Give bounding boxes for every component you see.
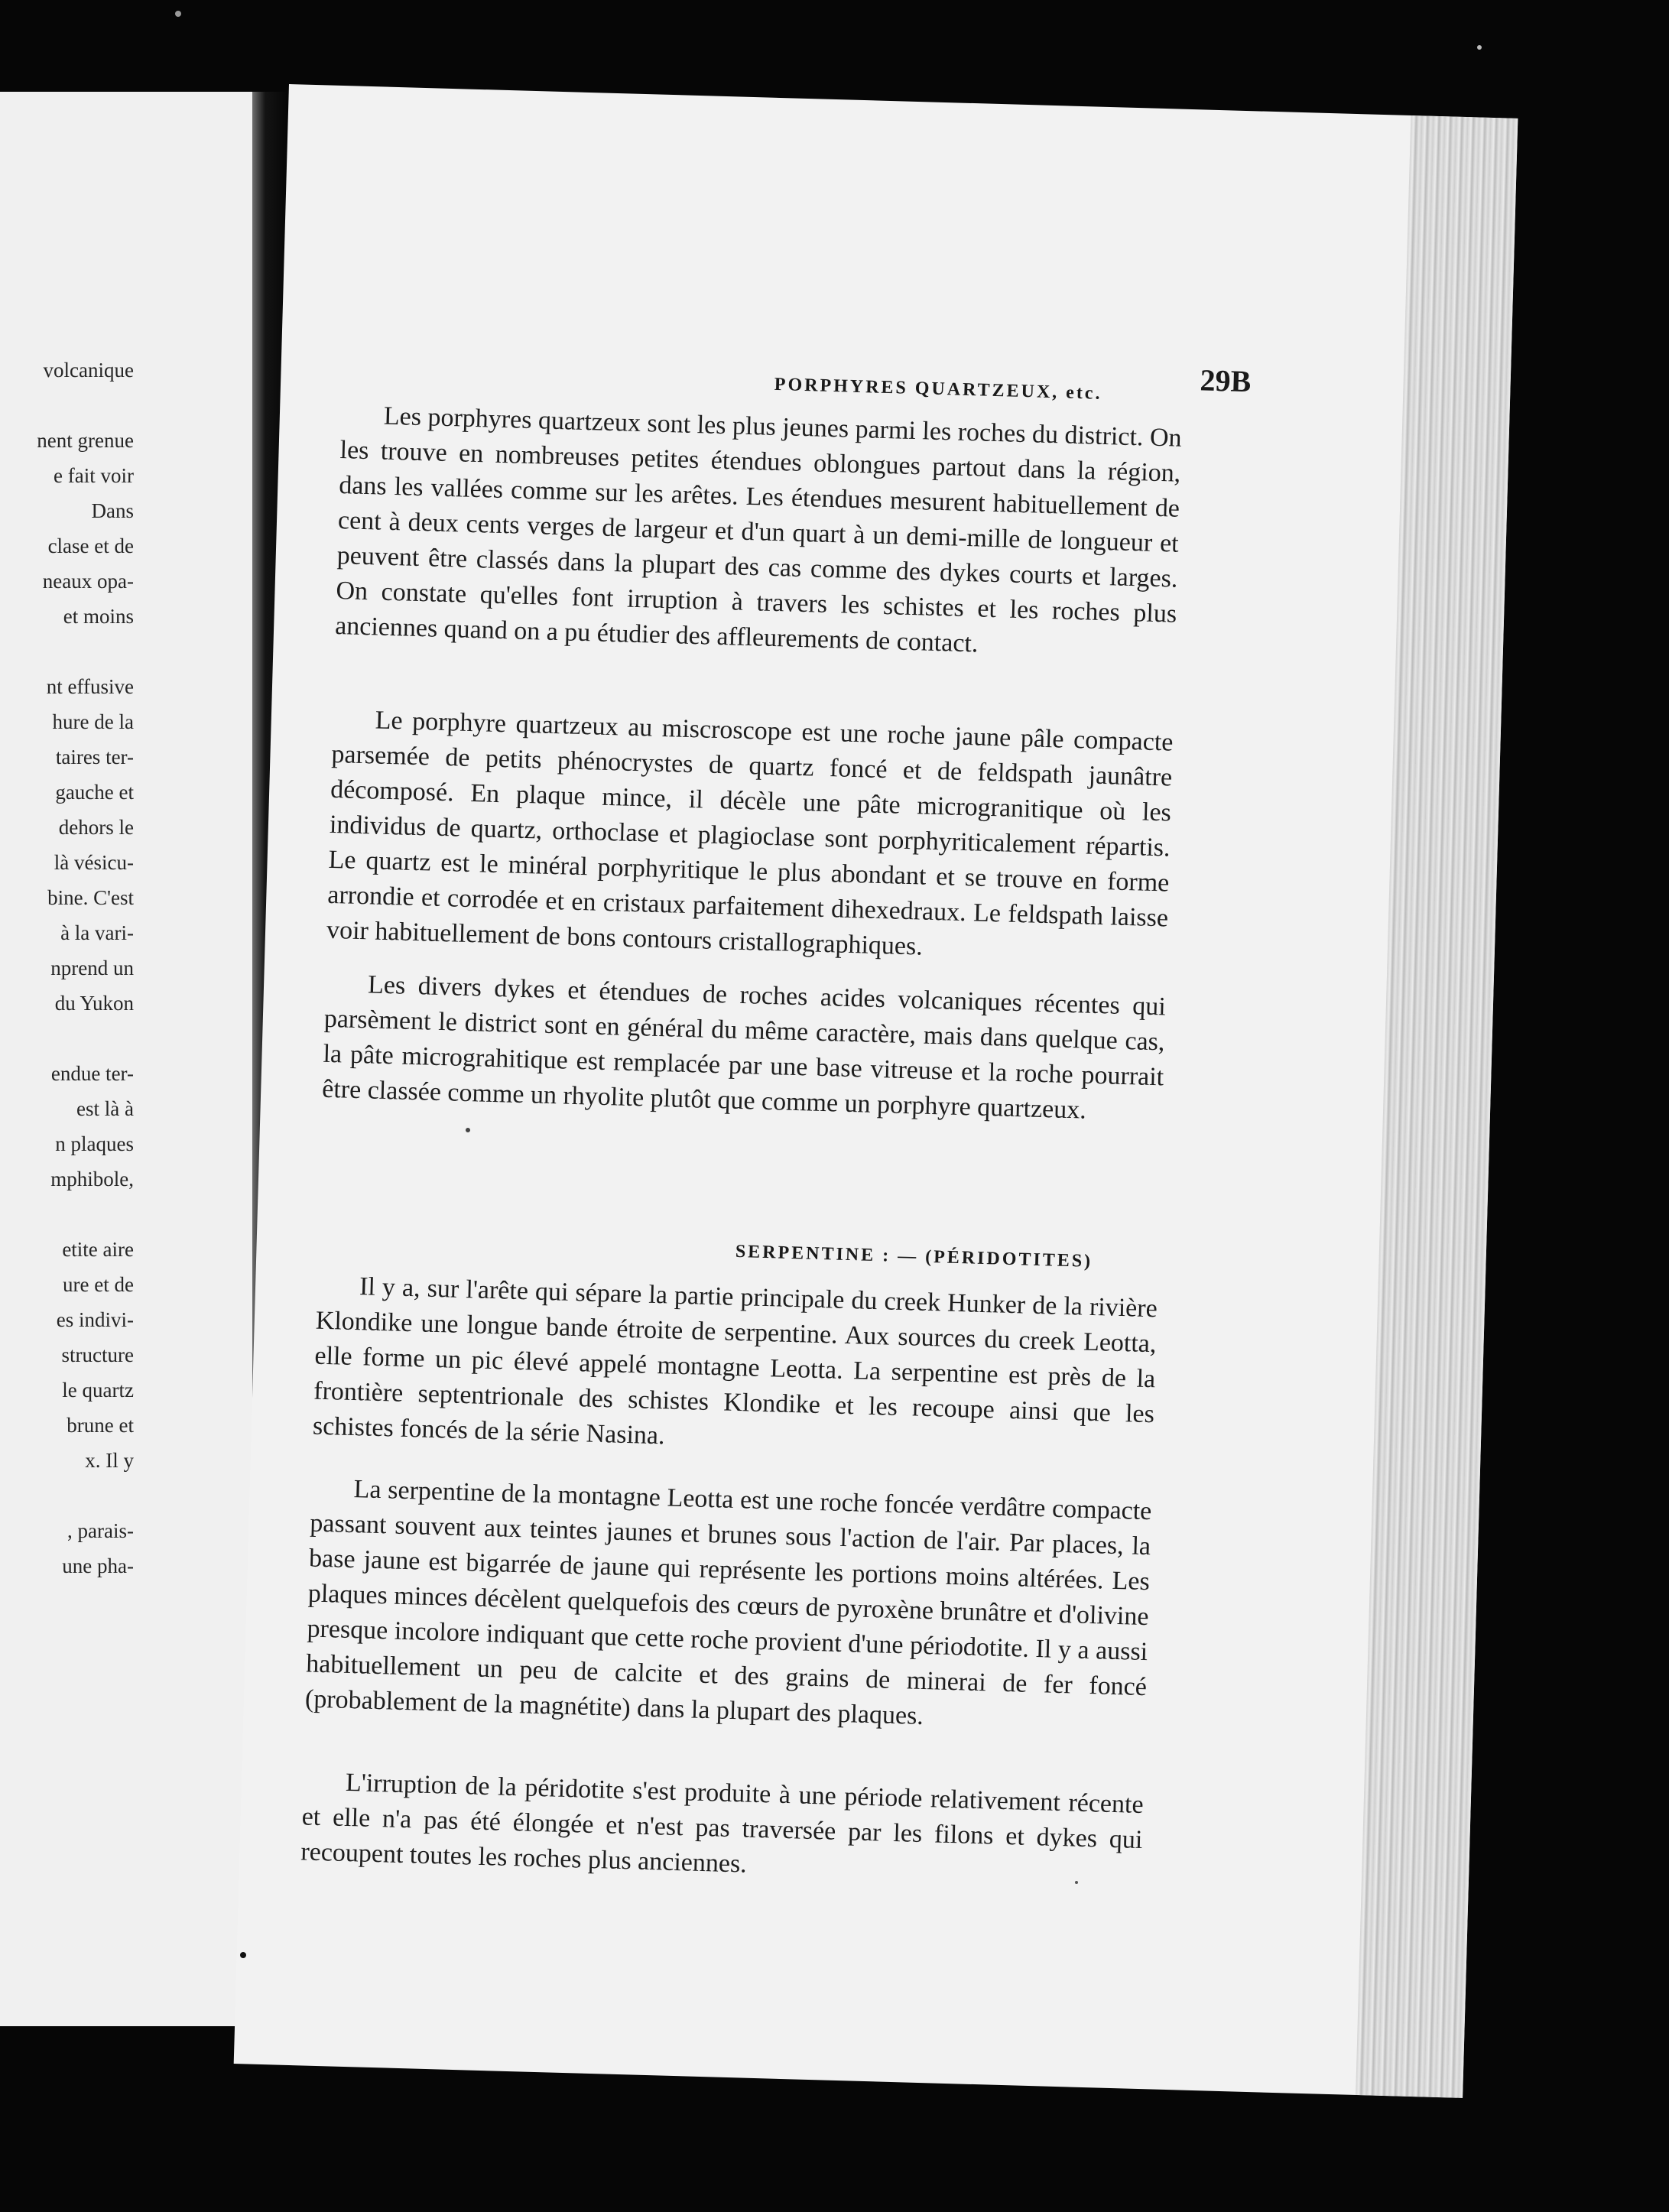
- paragraph-porphyres-intro: Les porphyres quartzeux sont les plus jeunes parmi les roches du district. On les trouve en nombreuses petites étendues oblongues partout dans la région, dans les vallées comme sur les arêtes. Les étendues mesurent habituellement de cent à deux cents verges de largeur et d'un quart à un demi-mille de longueur et peuvent être classés dans la plupart des cas comme des dykes courts et larges. On constate qu'elles font irruption à travers les schistes et les roches plus anciennes quand on a pu étudier des affleurements de contact.: [334, 401, 1183, 658]
- paragraph-peridotite-irruption: L'irruption de la péridotite s'est produite à une période relativement récente et elle n'a pas été élongée et n'est pas traversée par les filons et dykes qui recoupent toutes les roches plus anciennes.: [300, 1768, 1145, 1879]
- left-page-line: gauche et: [55, 781, 134, 804]
- left-page-text: [0, 353, 134, 1584]
- left-page-line: bine. C'est: [47, 886, 134, 909]
- left-page-line: mphibole,: [50, 1168, 134, 1190]
- left-page-line: [0, 1479, 134, 1514]
- left-page-line: n plaques: [55, 1132, 134, 1155]
- left-page-line: structure: [61, 1343, 134, 1366]
- left-page-line: ure et de: [63, 1273, 134, 1296]
- paragraph-serpentine-leotta: La serpentine de la montagne Leotta est une roche foncée verdâtre compacte passant souvent aux teintes jaunes et brunes sous l'action de l'air. Par places, la base jaune est bigarrée de jaune qui représente les portions moins altérées. Les plaques minces décèlent quelquefois des cœurs de pyroxène brunâtre et d'olivine presque incolore indiquant que cette roche provient d'une périodotite. Il y a aussi habituellement un peu de calcite et des grains de minerai de fer foncé (probablement de la magnétite) dans la plupart des plaques.: [304, 1475, 1152, 1730]
- left-page-line: à la vari-: [60, 921, 134, 944]
- left-page-line: endue ter-: [50, 1062, 134, 1085]
- left-page-line: volcanique: [43, 359, 134, 382]
- left-page-line: nent grenue: [37, 429, 134, 452]
- right-page: [234, 84, 1518, 2098]
- left-page-line: hure de la: [52, 710, 134, 733]
- left-page-line: une pha-: [62, 1554, 134, 1577]
- paragraph-dykes-acides: Les divers dykes et étendues de roches acides volcaniques récentes qui parsèment le district sont en général du même caractère, mais dans quelque cas, la pâte micrograhitique est remplacée par une base vitreuse et la roche pourrait être classée comme un rhyolite plutôt que comme un porphyre quartzeux.: [321, 970, 1167, 1125]
- page-number: 29B: [1200, 362, 1252, 399]
- left-page-line: neaux opa-: [42, 570, 134, 593]
- left-page-line: du Yukon: [54, 992, 134, 1015]
- left-page-line: e fait voir: [54, 464, 134, 487]
- left-page-line: nt effusive: [46, 675, 134, 698]
- paragraph-serpentine-intro: Il y a, sur l'arête qui sépare la partie principale du creek Hunker de la rivière Klondike une longue bande étroite de serpentine. Aux sources du creek Leotta, elle forme un pic élevé appelé montagne Leotta. La serpentine est près de la frontière septentrionale des schistes Klondike et les recoupe ainsi que les schistes foncés de la série Nasina.: [312, 1272, 1158, 1450]
- left-page-line: taires ter-: [55, 745, 134, 768]
- left-page: [0, 92, 252, 2026]
- left-page-line: x. Il y: [85, 1449, 134, 1472]
- left-page-line: [0, 388, 134, 424]
- left-page-line: etite aire: [62, 1238, 134, 1261]
- left-page-line: brune et: [67, 1414, 134, 1437]
- left-page-line: , parais-: [67, 1519, 134, 1542]
- left-page-line: Dans: [91, 499, 134, 522]
- paragraph-porphyre-microscope: Le porphyre quartzeux au miscroscope est une roche jaune pâle compacte parsemée de petits phénocrystes de quartz foncé et de feldspath jaunâtre décomposé. En plaque mince, il décèle une pâte microgranitique où les individus de quartz, orthoclase et plagioclase sont porphyriticalement répartis. Le quartz est le minéral porphyritique le plus abondant et se trouve en forme arrondie et corrodée et en cristaux parfaitement dihexedraux. Le feldspath laisse voir habituellement de bons contours cristallographiques.: [326, 706, 1174, 961]
- left-page-line: es indivi-: [56, 1308, 134, 1331]
- left-page-line: dehors le: [58, 816, 134, 839]
- left-page-line: [0, 635, 134, 670]
- section-heading-porphyres: PORPHYRES QUARTZEUX, etc.: [774, 374, 1102, 404]
- left-page-line: est là à: [76, 1097, 134, 1120]
- left-page-line: nprend un: [50, 957, 134, 979]
- left-page-line: là vésicu-: [54, 851, 134, 874]
- section-heading-serpentine: SERPENTINE : — (PÉRIDOTITES): [735, 1241, 1093, 1272]
- left-page-line: et moins: [63, 605, 134, 628]
- left-page-line: clase et de: [47, 534, 134, 557]
- left-page-line: le quartz: [62, 1379, 134, 1402]
- left-page-line: [0, 1022, 134, 1057]
- left-page-line: [0, 1197, 134, 1233]
